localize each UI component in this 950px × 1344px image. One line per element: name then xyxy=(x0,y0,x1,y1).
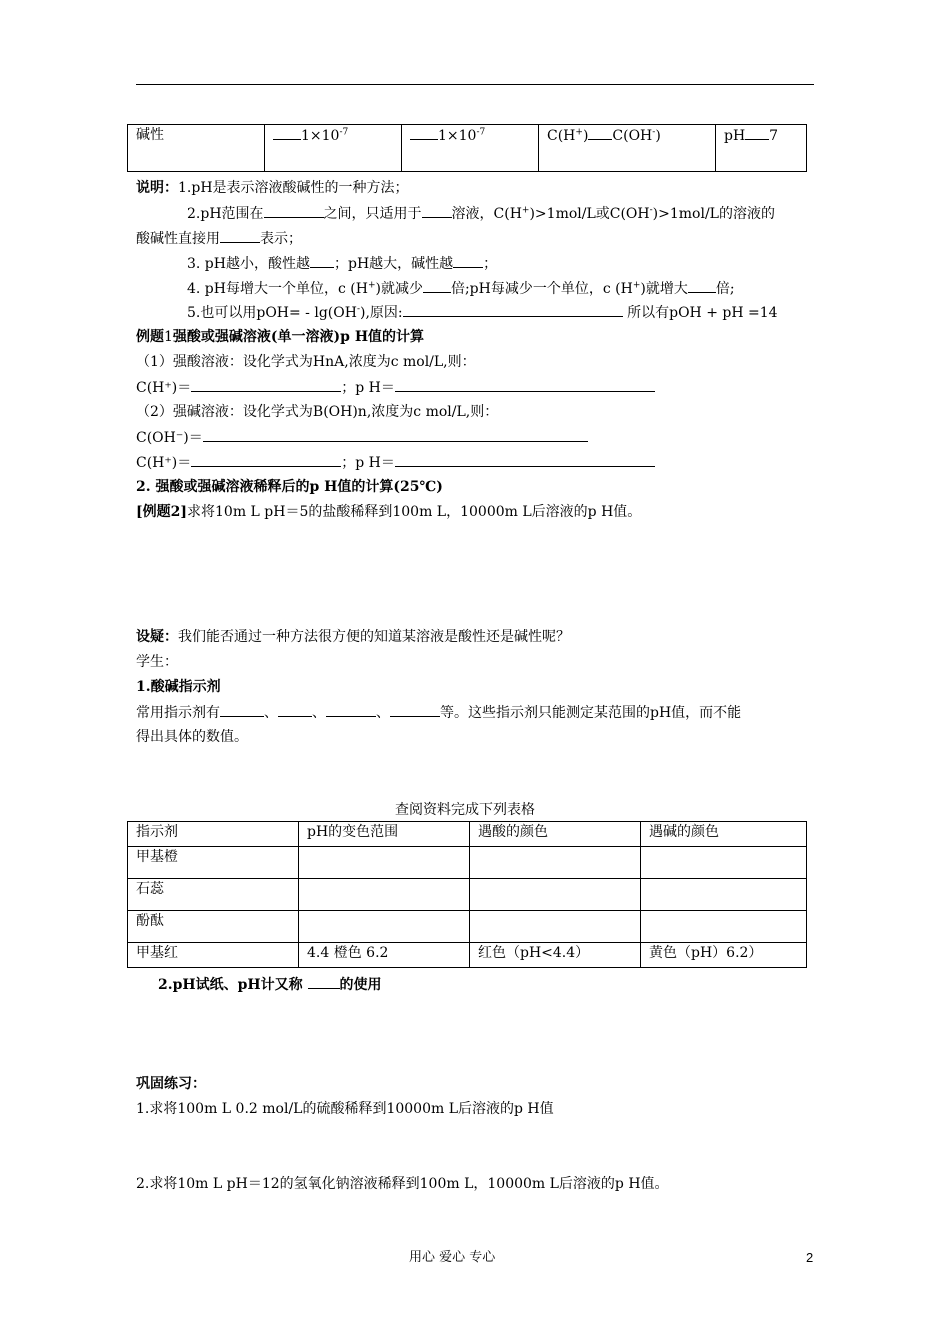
example1-acid: （1）强酸溶液：设化学式为HnA,浓度为c mol/L,则： xyxy=(136,354,476,370)
explanation-item2: 2.pH范围在 之间，只适用于 溶液，C(H+)>1mol/L或C(OH-)>1mol/L的溶液的 xyxy=(187,203,775,224)
explanation-item2-cont: 酸碱性直接用 表示； xyxy=(136,228,302,249)
table-cell: 红色（pH<4.4） xyxy=(470,943,641,968)
table-cell: 石蕊 xyxy=(128,879,299,911)
page-number: 2 xyxy=(806,1250,814,1265)
table-cell xyxy=(641,879,807,911)
table-cell: 酚酞 xyxy=(128,911,299,943)
table-caption: 查阅资料完成下列表格 xyxy=(395,802,535,818)
table-cell xyxy=(299,879,470,911)
example1-title: 例题1强酸或强碱溶液(单一溶液)p H值的计算 xyxy=(136,329,425,345)
practice-title: 巩固练习： xyxy=(136,1076,206,1092)
table-header: 指示剂 xyxy=(128,822,299,847)
table-cell xyxy=(641,911,807,943)
table-cell xyxy=(470,847,641,879)
indicator-line-cont: 得出具体的数值。 xyxy=(136,729,248,745)
table-cell xyxy=(470,911,641,943)
example1-base-coh: C(OH⁻)＝ xyxy=(136,427,588,448)
table-cell xyxy=(299,847,470,879)
table-cell: 甲基橙 xyxy=(128,847,299,879)
top-cell-ph: pH 7 xyxy=(716,125,807,172)
explanation-item4: 4. pH每增大一个单位，c (H+)就减少 倍;pH每减少一个单位，c (H+)就增大 倍; xyxy=(187,278,735,299)
example1-acid-answer: C(H⁺)＝ ；p H＝ xyxy=(136,377,655,398)
table-row xyxy=(128,879,807,911)
top-cell-oh: $1\times 10^{-7}$ xyxy=(402,125,539,172)
table-header: 遇碱的颜色 xyxy=(641,822,807,847)
question: 设疑：我们能否通过一种方法很方便的知道某溶液是酸性还是碱性呢？ xyxy=(136,629,570,645)
top-table xyxy=(127,124,807,172)
example1-base: （2）强碱溶液：设化学式为B(OH)n,浓度为c mol/L,则： xyxy=(136,404,499,420)
header-rule xyxy=(136,84,814,85)
example1-base-answer: C(H⁺)＝ ；p H＝ xyxy=(136,452,655,473)
footer-slogan: 用心 爱心 专心 xyxy=(409,1250,496,1265)
indicator-table xyxy=(127,821,807,968)
table-cell: 黄色（pH）6.2） xyxy=(641,943,807,968)
practice-q1: 1.求将100m L 0.2 mol/L的硫酸稀释到10000m L后溶液的p H值 xyxy=(136,1101,554,1117)
table-row xyxy=(128,847,807,879)
student-label: 学生： xyxy=(136,654,178,670)
top-cell-compare: C(H+) C(OH-) xyxy=(539,125,716,172)
section2-title: 2. 强酸或强碱溶液稀释后的p H值的计算(25℃) xyxy=(136,479,443,495)
table-cell xyxy=(299,911,470,943)
example2: [例题2]求将10m L pH＝5的盐酸稀释到100m L，10000m L后溶液的p H值。 xyxy=(136,504,642,520)
table-header: pH的变色范围 xyxy=(299,822,470,847)
table-header: 遇酸的颜色 xyxy=(470,822,641,847)
indicator-title: 1.酸碱指示剂 xyxy=(136,679,221,695)
explanation-item5: 5.也可以用pOH= - lg(OH-),原因: 所以有pOH + pH =14 xyxy=(187,302,778,323)
explanation-item1: 说明：1.pH是表示溶液酸碱性的一种方法； xyxy=(136,180,409,196)
table-cell: 4.4 橙色 6.2 xyxy=(299,943,470,968)
top-cell-label: 碱性 xyxy=(128,125,265,172)
table-row xyxy=(128,911,807,943)
practice-q2: 2.求将10m L pH＝12的氢氧化钠溶液稀释到100m L，10000m L后溶液的p H值。 xyxy=(136,1176,669,1192)
table-cell: 甲基红 xyxy=(128,943,299,968)
explanation-item3: 3. pH越小，酸性越 ；pH越大，碱性越 ； xyxy=(187,253,497,274)
table-cell xyxy=(470,879,641,911)
top-cell-h: $1\times 10^{-7}$ xyxy=(265,125,402,172)
ph-paper-title: 2.pH试纸、pH计又称 的使用 xyxy=(158,974,382,995)
table-row xyxy=(128,943,807,968)
indicator-line: 常用指示剂有 、 、 、 等。这些指示剂只能测定某范围的pH值，而不能 xyxy=(136,702,741,723)
table-cell xyxy=(641,847,807,879)
